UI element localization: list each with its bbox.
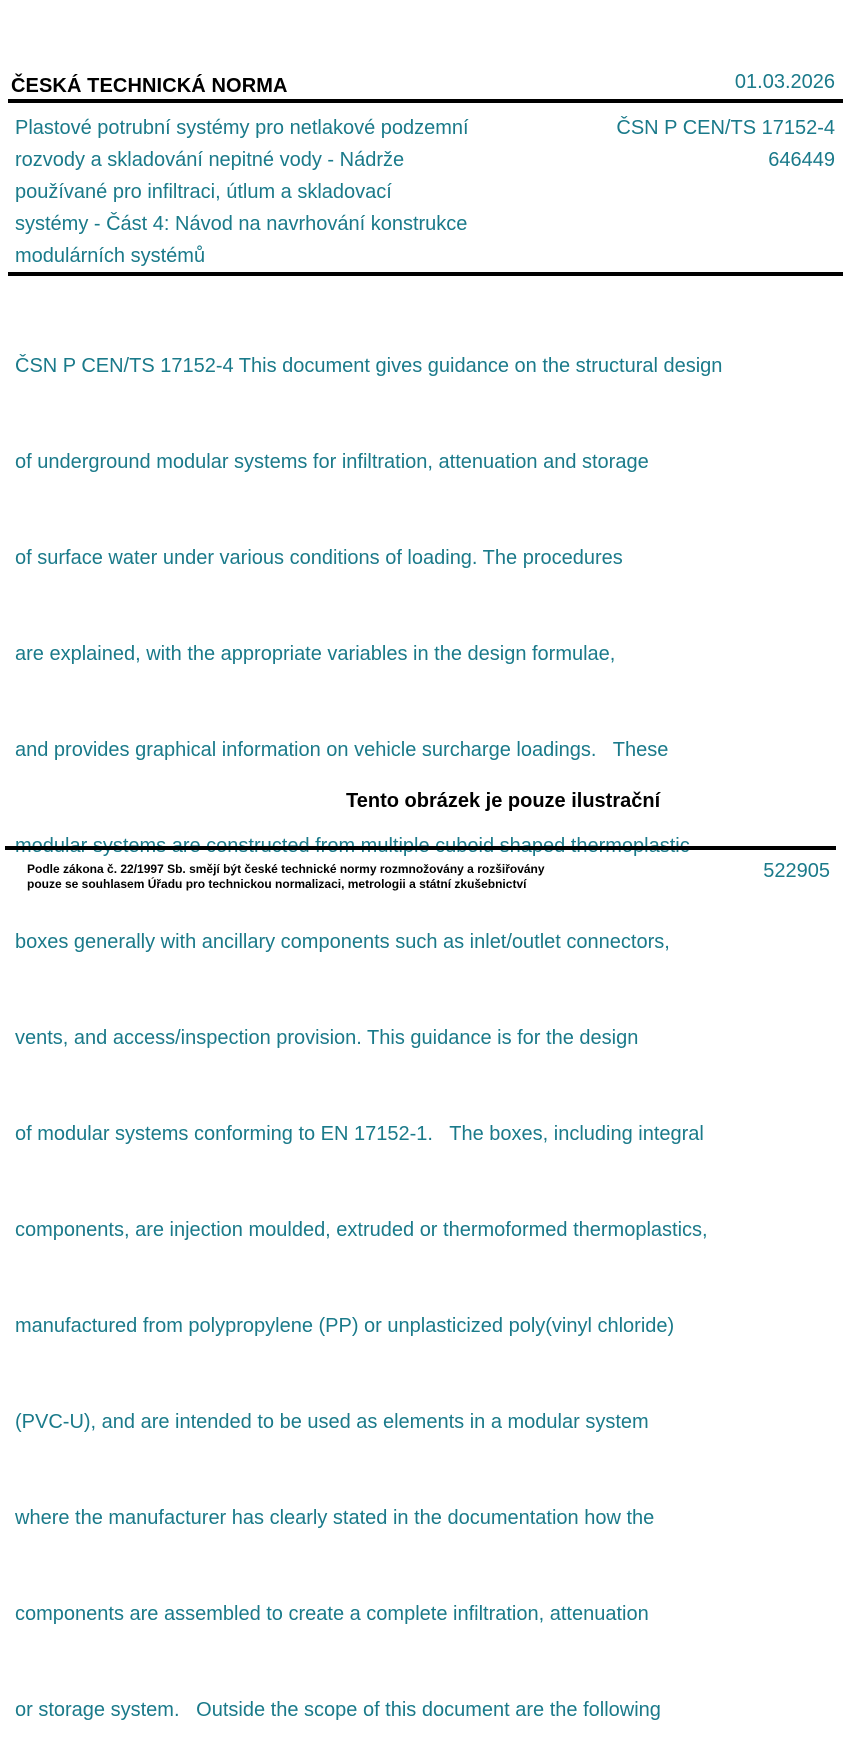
- document-number: 522905: [763, 860, 830, 882]
- abstract-line: (PVC-U), and are intended to be used as elements in a modular system: [15, 1411, 649, 1433]
- abstract-line: components, are injection moulded, extruded or thermoformed thermoplastics,: [15, 1219, 708, 1241]
- abstract-line: manufactured from polypropylene (PP) or unplasticized poly(vinyl chloride): [15, 1315, 675, 1337]
- abstract-line: where the manufacturer has clearly stated in the documentation how the: [15, 1507, 655, 1529]
- illustration-note: Tento obrázek je pouze ilustrační: [346, 790, 661, 812]
- abstract-line: components are assembled to create a complete infiltration, attenuation: [15, 1603, 649, 1625]
- footer-divider: [5, 846, 836, 850]
- legal-line: pouze se souhlasem Úřadu pro technickou normalizaci, metrologii a státní zkušebnictví: [27, 877, 527, 891]
- title-line: Plastové potrubní systémy pro netlakové podzemní: [15, 117, 469, 139]
- publication-date: 01.03.2026: [734, 71, 835, 93]
- abstract-line: boxes generally with ancillary components such as inlet/outlet connectors,: [15, 931, 670, 953]
- abstract-line: of underground modular systems for infiltration, attenuation and storage: [15, 451, 649, 473]
- abstract-text: [15, 286, 845, 1758]
- class-number: 646449: [768, 149, 835, 171]
- abstract-line: of surface water under various conditions of loading. The procedures: [15, 547, 623, 569]
- top-divider: [8, 99, 843, 103]
- title-line: rozvody a skladování nepitné vody - Nádrže: [15, 149, 405, 171]
- standard-designation: ČSN P CEN/TS 17152-4: [616, 117, 835, 139]
- abstract-line: or storage system. Outside the scope of this document are the following: [15, 1699, 661, 1721]
- title-line: systémy - Část 4: Návod na navrhování konstrukce: [15, 213, 468, 235]
- title-divider: [8, 272, 843, 276]
- legal-notice: [27, 862, 545, 892]
- standard-title: [15, 112, 535, 272]
- abstract-line: ČSN P CEN/TS 17152-4 This document gives guidance on the structural design: [15, 355, 723, 377]
- standard-designation-block: [616, 112, 835, 176]
- abstract-line: vents, and access/inspection provision. This guidance is for the design: [15, 1027, 639, 1049]
- legal-line: Podle zákona č. 22/1997 Sb. smějí být české technické normy rozmnožovány a rozšiřovány: [27, 862, 545, 876]
- page-title: ČESKÁ TECHNICKÁ NORMA: [11, 75, 288, 97]
- abstract-line: are explained, with the appropriate variables in the design formulae,: [15, 643, 616, 665]
- abstract-line: of modular systems conforming to EN 17152-1. The boxes, including integral: [15, 1123, 704, 1145]
- title-line: modulárních systémů: [15, 245, 206, 267]
- abstract-line: and provides graphical information on vehicle surcharge loadings. These: [15, 739, 669, 761]
- title-line: používané pro infiltraci, útlum a skladovací: [15, 181, 392, 203]
